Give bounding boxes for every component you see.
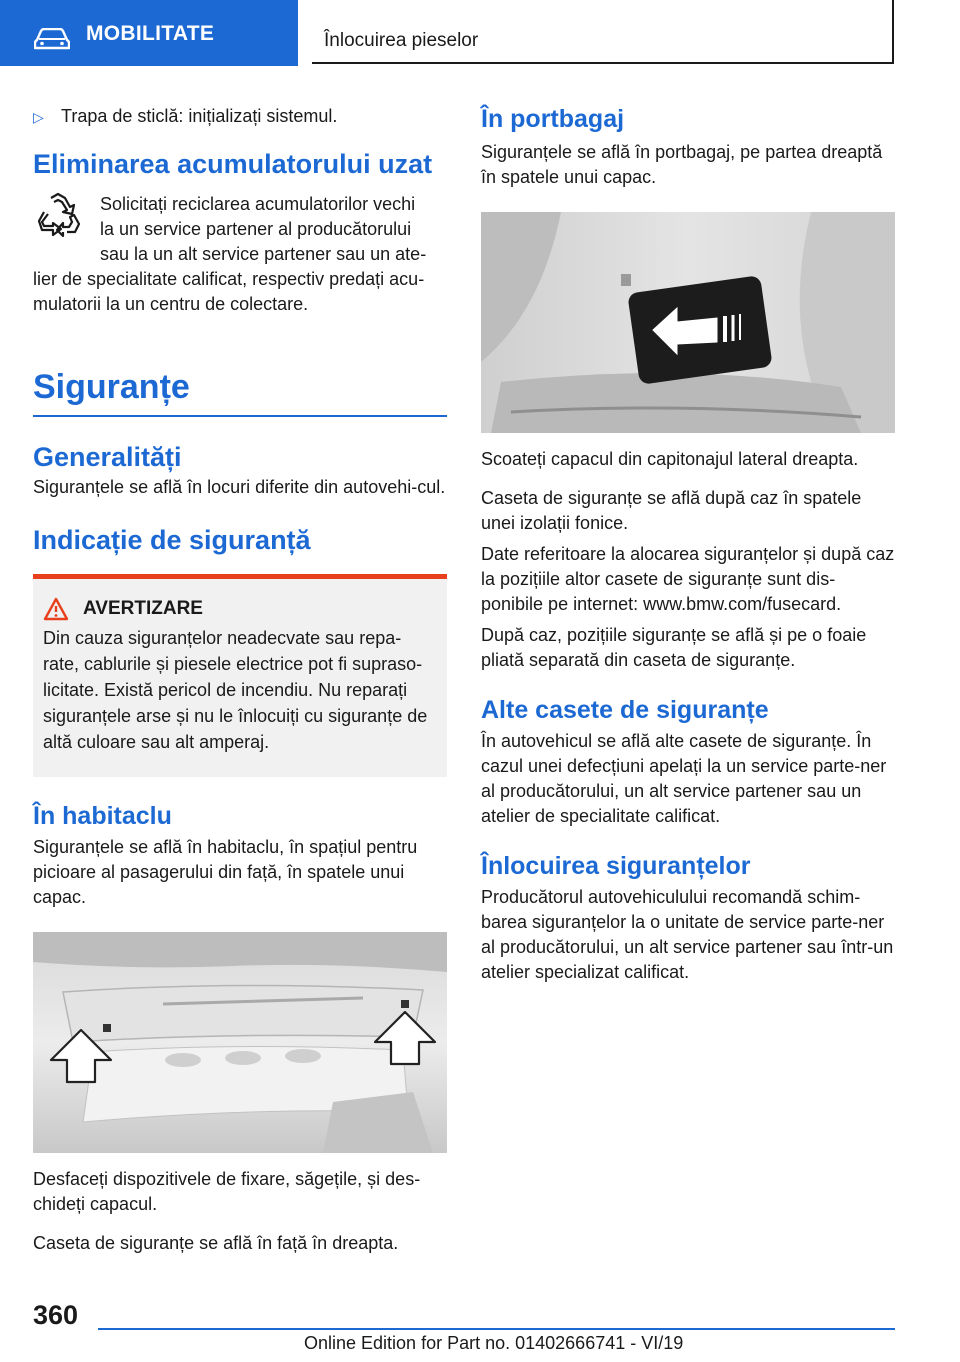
- chapter-title: Înlocuirea pieselor: [324, 30, 479, 51]
- replace-text: Producătorul autovehiculului recomandă schim-barea siguranțelor la o unitate de service parte-ner al producătorului, un alt service partener sau într-un atelier specializat calificat.: [481, 887, 894, 982]
- heading-other-fuse-boxes: Alte casete de siguranțe: [481, 696, 769, 724]
- battery-text-line: sau la un alt service partener sau un ate-: [100, 244, 427, 264]
- trunk-paragraph: După caz, pozițiile siguranțe se află și pe o foaie pliată separată din caseta de siguranțe.: [481, 625, 867, 670]
- heading-general: Generalități: [33, 442, 182, 472]
- other-text: În autovehicul se află alte casete de siguranțe. În cazul unei defecțiuni apelați la un service parte-ner al producătorului, un alt service partener sau un atelier de specialitate calificat.: [481, 731, 887, 826]
- edition-note: Online Edition for Part no. 01402666741 - VI/19: [304, 1333, 684, 1353]
- car-icon: [34, 28, 70, 55]
- trunk-text: Siguranțele se află în portbagaj, pe partea dreaptă în spatele unui capac.: [481, 142, 883, 187]
- trunk-caption: Scoateți capacul din capitonajul lateral dreapta.: [481, 449, 859, 469]
- section-title: MOBILITATE: [86, 22, 215, 45]
- cabin-location: Caseta de siguranțe se află în față în dreapta.: [33, 1233, 399, 1253]
- battery-text-line: la un service partener al producătorului: [100, 219, 412, 239]
- chapter-header: [312, 0, 894, 64]
- heading-safety-note: Indicație de siguranță: [33, 525, 311, 555]
- heading-cabin: În habitaclu: [33, 802, 172, 830]
- list-item: [33, 104, 447, 130]
- fuses-title-block: [33, 367, 447, 417]
- bullet-text: Trapa de sticlă: inițializați sistemul.: [61, 106, 338, 126]
- heading-battery-disposal: Eliminarea acumulatorului uzat: [33, 149, 433, 179]
- battery-disposal-block: [33, 192, 447, 317]
- section-tab[interactable]: [0, 0, 298, 66]
- general-text: Siguranțele se află în locuri diferite din autovehi-cul.: [33, 477, 446, 497]
- cabin-fuse-photo: [33, 932, 447, 1153]
- recycle-icon: [33, 192, 83, 249]
- battery-text-line: lier de specialitate calificat, respectiv predați acu-: [33, 269, 425, 289]
- heading-replace-fuses: Înlocuirea siguranțelor: [481, 852, 751, 880]
- trunk-paragraph: Caseta de siguranțe se află după caz în spatele unei izolații fonice.: [481, 488, 862, 533]
- warning-box: [33, 574, 447, 777]
- cabin-caption: Desfaceți dispozitivele de fixare, săgețile, și des-chideți capacul.: [33, 1169, 421, 1214]
- trunk-paragraph: Date referitoare la alocarea siguranțelor și după caz la pozițiile altor casete de siguranțe sunt dis-ponibile pe internet: www.bmw.com/fusecard.: [481, 544, 895, 614]
- warning-text: Din cauza siguranțelor neadecvate sau repa-rate, cablurile și piesele electrice pot fi supraso-licitate. Există pericol de incendiu. Nu reparați siguranțele arse și nu le înlocuiți cu siguranțe de altă culoare sau alt amperaj.: [43, 628, 428, 752]
- trunk-fuse-photo: [481, 212, 895, 433]
- warning-title: AVERTIZARE: [83, 598, 203, 619]
- heading-fuses: Siguranțe: [33, 368, 190, 406]
- footer-divider: [98, 1328, 895, 1330]
- warning-title-row: [43, 597, 437, 621]
- left-column: [33, 100, 447, 1256]
- page-number: 360: [33, 1300, 79, 1330]
- warning-triangle-icon: [43, 597, 69, 621]
- battery-text-line: mulatorii la un centru de colectare.: [33, 294, 309, 314]
- heading-trunk: În portbagaj: [481, 105, 625, 133]
- cabin-text: Siguranțele se află în habitaclu, în spațiul pentru picioare al pasagerului din față, în spatele unui capac.: [33, 837, 418, 907]
- right-column: [481, 100, 895, 985]
- triangle-bullet-icon: ▷: [33, 109, 44, 125]
- battery-text-line: Solicitați reciclarea acumulatorilor vechi: [100, 194, 416, 214]
